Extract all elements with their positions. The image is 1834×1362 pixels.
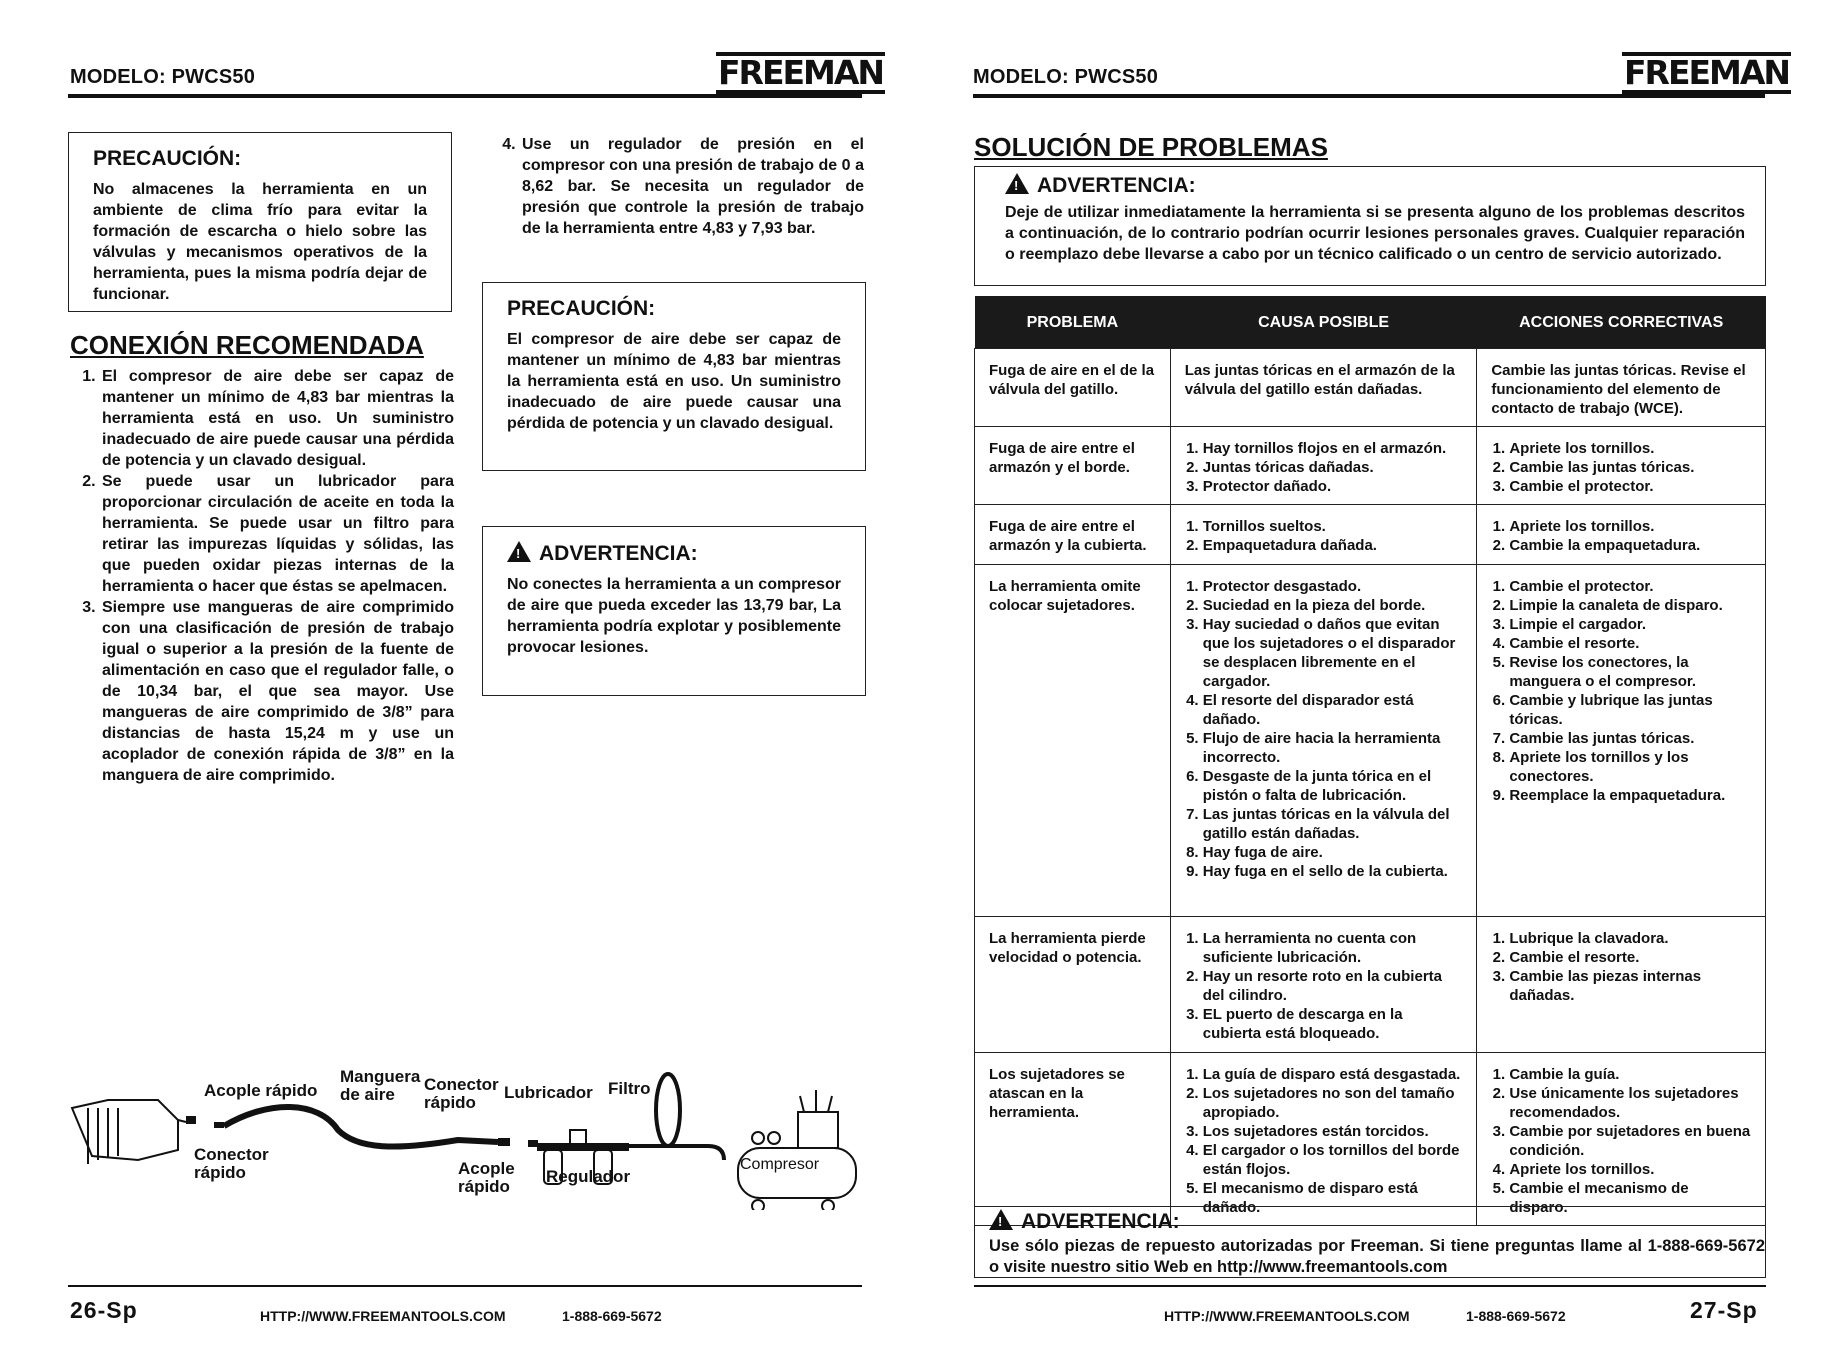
list-item: 3. Cambie el protector. — [1509, 477, 1751, 496]
left-caution-box-1 — [68, 132, 452, 312]
cell-causes — [1170, 917, 1477, 1053]
list-item: 8. Hay fuga de aire. — [1203, 843, 1463, 862]
list-item: 1. Apriete los tornillos. — [1509, 439, 1751, 458]
warning-text: No conectes la herramienta a un compresor de aire que pueda exceder las 13,79 bar, La herramienta podría explotar y posiblemente provocar lesiones. — [507, 576, 841, 656]
coiled-hose-icon — [656, 1074, 680, 1146]
left-footer-rule — [68, 1285, 862, 1287]
cell-actions — [1477, 427, 1766, 505]
quick-connector-icon — [186, 1116, 196, 1124]
list-item: 1. La guía de disparo está desgastada. — [1203, 1065, 1463, 1084]
label-compresor: Compresor — [740, 1156, 820, 1173]
list-item: 2. Los sujetadores no son del tamaño apropiado. — [1203, 1084, 1463, 1122]
label-regulador: Regulador — [546, 1167, 631, 1186]
warning-triangle-icon — [507, 541, 531, 562]
cell-actions — [1477, 1053, 1766, 1226]
cell-problem: La herramienta omite colocar sujetadores. — [975, 565, 1171, 917]
left-footer-url: HTTP://WWW.FREEMANTOOLS.COM — [260, 1308, 506, 1324]
list-item: 9. Hay fuga en el sello de la cubierta. — [1203, 862, 1463, 881]
cell-text: Cambie las juntas tóricas. Revise el funcionamiento del elemento de contacto de trabajo (WCE). — [1491, 362, 1746, 417]
list-item: 4. Use un regulador de presión en el compresor con una presión de trabajo de 0 a 8,62 bar. Se necesita un regulador de presión que controle la presión de trabajo de la herramienta entre 4,83 y 7,93 bar. — [520, 134, 864, 239]
right-freeman-logo: FREEMAN — [1624, 53, 1790, 92]
table-row — [975, 505, 1766, 565]
list-item: 5. Revise los conectores, la manguera o el compresor. — [1509, 653, 1751, 691]
caution-text: El compresor de aire debe ser capaz de mantener un mínimo de 4,83 bar mientras la herramienta está en uso. Un suministro inadecuado de aire puede causar una pérdida de potencia y un clavado desigual. — [507, 331, 841, 432]
warning-triangle-icon — [989, 1209, 1013, 1230]
cell-problem: Fuga de aire en el de la válvula del gatillo. — [975, 349, 1171, 427]
label-lubricador: Lubricador — [504, 1083, 593, 1102]
list-item: 8. Apriete los tornillos y los conectores. — [1509, 748, 1751, 786]
left-caution-box-2 — [482, 282, 866, 471]
cell-causes — [1170, 427, 1477, 505]
label-manguera: Manguera de aire — [340, 1067, 421, 1104]
troubleshooting-table — [974, 296, 1766, 1226]
cell-causes — [1170, 505, 1477, 565]
right-footer-url: HTTP://WWW.FREEMANTOOLS.COM — [1164, 1308, 1410, 1324]
list-item: 2. Hay un resorte roto en la cubierta del cilindro. — [1203, 967, 1463, 1005]
list-item: 1. Protector desgastado. — [1203, 577, 1463, 596]
warning-title: ADVERTENCIA: — [1037, 174, 1196, 197]
left-header-rule — [68, 94, 862, 98]
list-item: 5. Flujo de aire hacia la herramienta incorrecto. — [1203, 729, 1463, 767]
right-header-rule — [973, 94, 1765, 98]
section-title-conexion: CONEXIÓN RECOMENDADA — [70, 330, 424, 360]
cell-actions — [1477, 505, 1766, 565]
col-header-causa: CAUSA POSIBLE — [1170, 296, 1477, 349]
list-item: 2. Suciedad en la pieza del borde. — [1203, 596, 1463, 615]
cell-actions — [1477, 565, 1766, 917]
list-item: 2. Empaquetadura dañada. — [1203, 536, 1463, 555]
cell-causes — [1170, 565, 1477, 917]
col-header-problema: PROBLEMA — [975, 296, 1171, 349]
list-item: 9. Reemplace la empaquetadura. — [1509, 786, 1751, 805]
list-item: 5. El mecanismo de disparo está dañado. — [1203, 1179, 1463, 1217]
list-item: 4. El cargador o los tornillos del borde están flojos. — [1203, 1141, 1463, 1179]
list-item: 3. Protector dañado. — [1203, 477, 1463, 496]
left-warning-box — [482, 526, 866, 696]
cell-problem: La herramienta pierde velocidad o potencia. — [975, 917, 1171, 1053]
list-item: 4. El resorte del disparador está dañado. — [1203, 691, 1463, 729]
warning-title: ADVERTENCIA: — [539, 542, 698, 565]
list-item: 1. Hay tornillos flojos en el armazón. — [1203, 439, 1463, 458]
caution-title: PRECAUCIÓN: — [507, 297, 656, 320]
warning-triangle-icon — [1005, 173, 1029, 194]
list-item: 1. Tornillos sueltos. — [1203, 517, 1463, 536]
list-item: 3. Cambie por sujetadores en buena condición. — [1509, 1122, 1751, 1160]
right-page-number: 27-Sp — [1690, 1297, 1758, 1323]
list-item: 2. Cambie la empaquetadura. — [1509, 536, 1751, 555]
quick-coupler-icon — [214, 1122, 224, 1128]
left-page-number: 26-Sp — [70, 1297, 138, 1323]
list-item: 3. Hay suciedad o daños que evitan que los sujetadores o el disparador se desplacen libremente en el cargador. — [1203, 615, 1463, 691]
cell-causes — [1170, 349, 1477, 427]
table-row — [975, 565, 1766, 917]
list-item: 1. Cambie el protector. — [1509, 577, 1751, 596]
air-connection-diagram — [68, 1060, 868, 1210]
cell-problem: Los sujetadores se atascan en la herramienta. — [975, 1053, 1171, 1226]
table-row — [975, 349, 1766, 427]
right-model-label: MODELO: PWCS50 — [973, 66, 1159, 88]
warning-title: ADVERTENCIA: — [1021, 1210, 1180, 1233]
list-item: 2. Cambie el resorte. — [1509, 948, 1751, 967]
list-item: 2. Limpie la canaleta de disparo. — [1509, 596, 1751, 615]
list-item: 7. Cambie las juntas tóricas. — [1509, 729, 1751, 748]
list-item: 3. Cambie las piezas internas dañadas. — [1509, 967, 1751, 1005]
left-footer-phone: 1-888-669-5672 — [562, 1308, 662, 1324]
list-item: 2. Cambie las juntas tóricas. — [1509, 458, 1751, 477]
table-row — [975, 917, 1766, 1053]
caution-text: No almacenes la herramienta en un ambiente de clima frío para evitar la formación de escarcha o hielo sobre las válvulas y mecanismos operativos de la herramienta, pues la misma podría dejar de funcionar. — [93, 181, 427, 303]
list-item: 3. Siempre use mangueras de aire comprimido con una clasificación de presión de trabajo igual o superior a la presión de la fuente de alimentación en caso que el regulador falle, o de 10,34 bar, el que sea mayor. Use mangueras de aire comprimido de 3/8” para distancias de hasta 15,24 m y use un acoplador de conexión rápida de 3/8” en la manguera de aire comprimido. — [100, 597, 454, 786]
list-item: 1. La herramienta no cuenta con suficiente lubricación. — [1203, 929, 1463, 967]
left-freeman-logo: FREEMAN — [718, 53, 884, 92]
list-item: 1. Lubrique la clavadora. — [1509, 929, 1751, 948]
label-filtro: Filtro — [608, 1079, 651, 1098]
caution-title: PRECAUCIÓN: — [93, 147, 242, 170]
list-item: 4. Cambie el resorte. — [1509, 634, 1751, 653]
table-row — [975, 1053, 1766, 1226]
list-item: 7. Las juntas tóricas en la válvula del gatillo están dañadas. — [1203, 805, 1463, 843]
warning-text: Use sólo piezas de repuesto autorizadas por Freeman. Si tiene preguntas llame al 1-888-669-5672 o visite nuestro sitio Web en http://www.freemantools.com — [989, 1237, 1765, 1276]
list-item: 6. Desgaste de la junta tórica en el pistón o falta de lubricación. — [1203, 767, 1463, 805]
compressor-icon — [738, 1090, 856, 1210]
list-item: 6. Cambie y lubrique las juntas tóricas. — [1509, 691, 1751, 729]
list-item: 1. Cambie la guía. — [1509, 1065, 1751, 1084]
list-item: 3. EL puerto de descarga en la cubierta está bloqueado. — [1203, 1005, 1463, 1043]
list-item: 2. Use únicamente los sujetadores recomendados. — [1509, 1084, 1751, 1122]
label-acople-rapido-2: Acople rápido — [458, 1159, 515, 1196]
label-conector-rapido-2: Conector rápido — [424, 1075, 499, 1112]
list-item: 2. Se puede usar un lubricador para proporcionar circulación de aceite en toda la herramienta. Se puede usar un filtro para retirar las impurezas líquidas y sólidas, las que pueden oxidar piezas internas de la herramienta o hacer que éstas se apelmacen. — [100, 471, 454, 597]
list-item: 3. Los sujetadores están torcidos. — [1203, 1122, 1463, 1141]
left-model-label: MODELO: PWCS50 — [70, 66, 256, 88]
table-row — [975, 427, 1766, 505]
warning-text: Deje de utilizar inmediatamente la herramienta si se presenta alguno de los problemas descritos a continuación, de lo contrario podrían ocurrir lesiones personales graves. Cualquier reparación o reemplazo debe llevarse a cabo por un técnico calificado o un centro de servicio autorizado. — [1005, 204, 1745, 263]
left-instruction-list-col1 — [70, 366, 454, 786]
label-acople-rapido-1: Acople rápido — [204, 1081, 318, 1100]
right-footer-rule — [974, 1285, 1766, 1287]
list-item: 2. Juntas tóricas dañadas. — [1203, 458, 1463, 477]
section-title-solucion: SOLUCIÓN DE PROBLEMAS — [974, 132, 1328, 162]
right-warning-bottom — [974, 1206, 1766, 1278]
left-instruction-list-col2 — [490, 134, 864, 239]
right-warning-top — [974, 166, 1766, 286]
right-footer-phone: 1-888-669-5672 — [1466, 1308, 1566, 1324]
col-header-acciones: ACCIONES CORRECTIVAS — [1477, 296, 1766, 349]
cell-text: Las juntas tóricas en el armazón de la válvula del gatillo están dañadas. — [1184, 362, 1455, 398]
cell-problem: Fuga de aire entre el armazón y la cubierta. — [975, 505, 1171, 565]
cell-actions — [1477, 917, 1766, 1053]
label-conector-rapido-1: Conector rápido — [194, 1145, 269, 1182]
air-hose-icon — [224, 1107, 498, 1147]
list-item: 1. El compresor de aire debe ser capaz de mantener un mínimo de 4,83 bar mientras la herramienta está en uso. Un suministro inadecuado de aire puede causar una pérdida de potencia y un clavado desigual. — [100, 366, 454, 471]
cell-causes — [1170, 1053, 1477, 1226]
list-item: 4. Apriete los tornillos. — [1509, 1160, 1751, 1179]
cell-problem: Fuga de aire entre el armazón y el borde. — [975, 427, 1171, 505]
cell-actions — [1477, 349, 1766, 427]
list-item: 1. Apriete los tornillos. — [1509, 517, 1751, 536]
list-item: 3. Limpie el cargador. — [1509, 615, 1751, 634]
list-item: 5. Cambie el mecanismo de disparo. — [1509, 1179, 1751, 1217]
